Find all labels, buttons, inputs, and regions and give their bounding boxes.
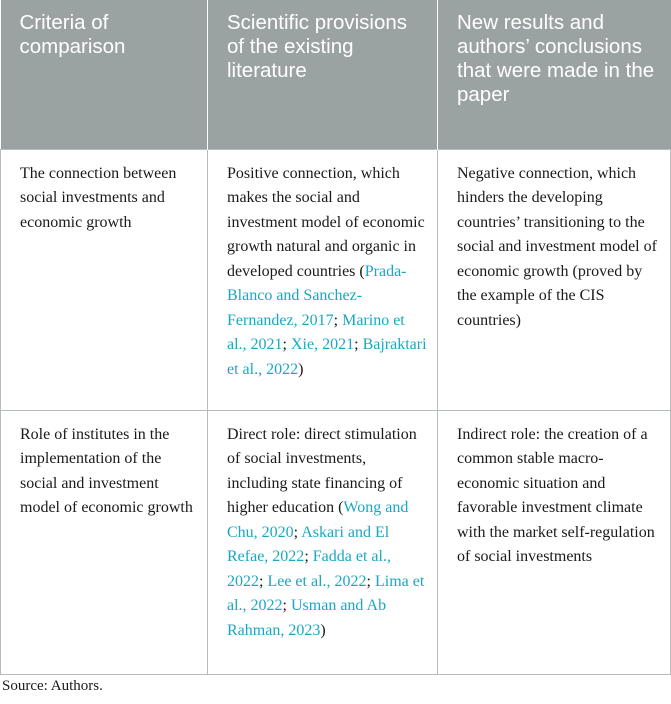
citation-link[interactable]: Usman and Ab Rahman, 2023 (227, 597, 387, 639)
header-conclusions: New results and authors’ conclusions that were made in the paper (438, 0, 671, 149)
literature-cell: Direct role: direct stimulation of social investments, including state financing of higher education (Wong and Chu, 2020; Askari and El Refae, 2022; Fadda et al., 2022; Lee et al., 2022; Lima et al., 2022; Usman and Ab Rahman, 2023) (208, 410, 438, 674)
literature-cell: Positive connection, which makes the social and investment model of economic growth natural and organic in developed countries (Prada-Blanco and Sanchez-Fernandez, 2017; Marino et al., 2021; Xie, 2021; Bajraktari et al., 2022) (208, 149, 438, 410)
header-literature: Scientific provisions of the existing literature (208, 0, 438, 149)
citation-link[interactable]: Bajraktari et al., 2022 (227, 336, 427, 378)
criteria-cell: Role of institutes in the implementation of the social and investment model of economic growth (1, 410, 208, 674)
literature-text: Positive connection, which makes the social and investment model of economic growth natural and organic in developed countries ( (227, 164, 425, 280)
header-criteria: Criteria of comparison (1, 0, 208, 149)
criteria-cell: The connection between social investments and economic growth (1, 149, 208, 410)
table-row (1, 149, 671, 410)
table-source-note: Source: Authors. (2, 678, 103, 694)
citation-link[interactable]: Fadda et al., 2022 (227, 548, 391, 590)
literature-close: ) (320, 621, 326, 639)
literature-text: Direct role: direct stimulation of social investments, including state financing of higher education ( (227, 425, 417, 516)
citation-link[interactable]: Xie, 2021 (291, 336, 355, 353)
conclusion-cell: Negative connection, which hinders the developing countries’ transitioning to the social and investment model of economic growth (proved by the example of the CIS countries) (438, 149, 671, 410)
literature-close: ) (298, 360, 304, 378)
conclusion-cell: Indirect role: the creation of a common stable macro-economic situation and favorable investment climate with the market self-regulation of social investments (438, 410, 671, 674)
citation-link[interactable]: Marino et al., 2021 (227, 311, 405, 353)
table-row (1, 410, 671, 674)
citation-link[interactable]: Lee et al., 2022 (267, 572, 367, 590)
citation-link[interactable]: Askari and El Refae, 2022 (227, 523, 390, 565)
header-row (1, 0, 671, 149)
citation-link[interactable]: Lima et al., 2022 (227, 572, 425, 614)
citation-link[interactable]: Prada-Blanco and Sanchez-Fernandez, 2017 (227, 262, 407, 329)
citation-link[interactable]: Wong and Chu, 2020 (227, 499, 409, 541)
